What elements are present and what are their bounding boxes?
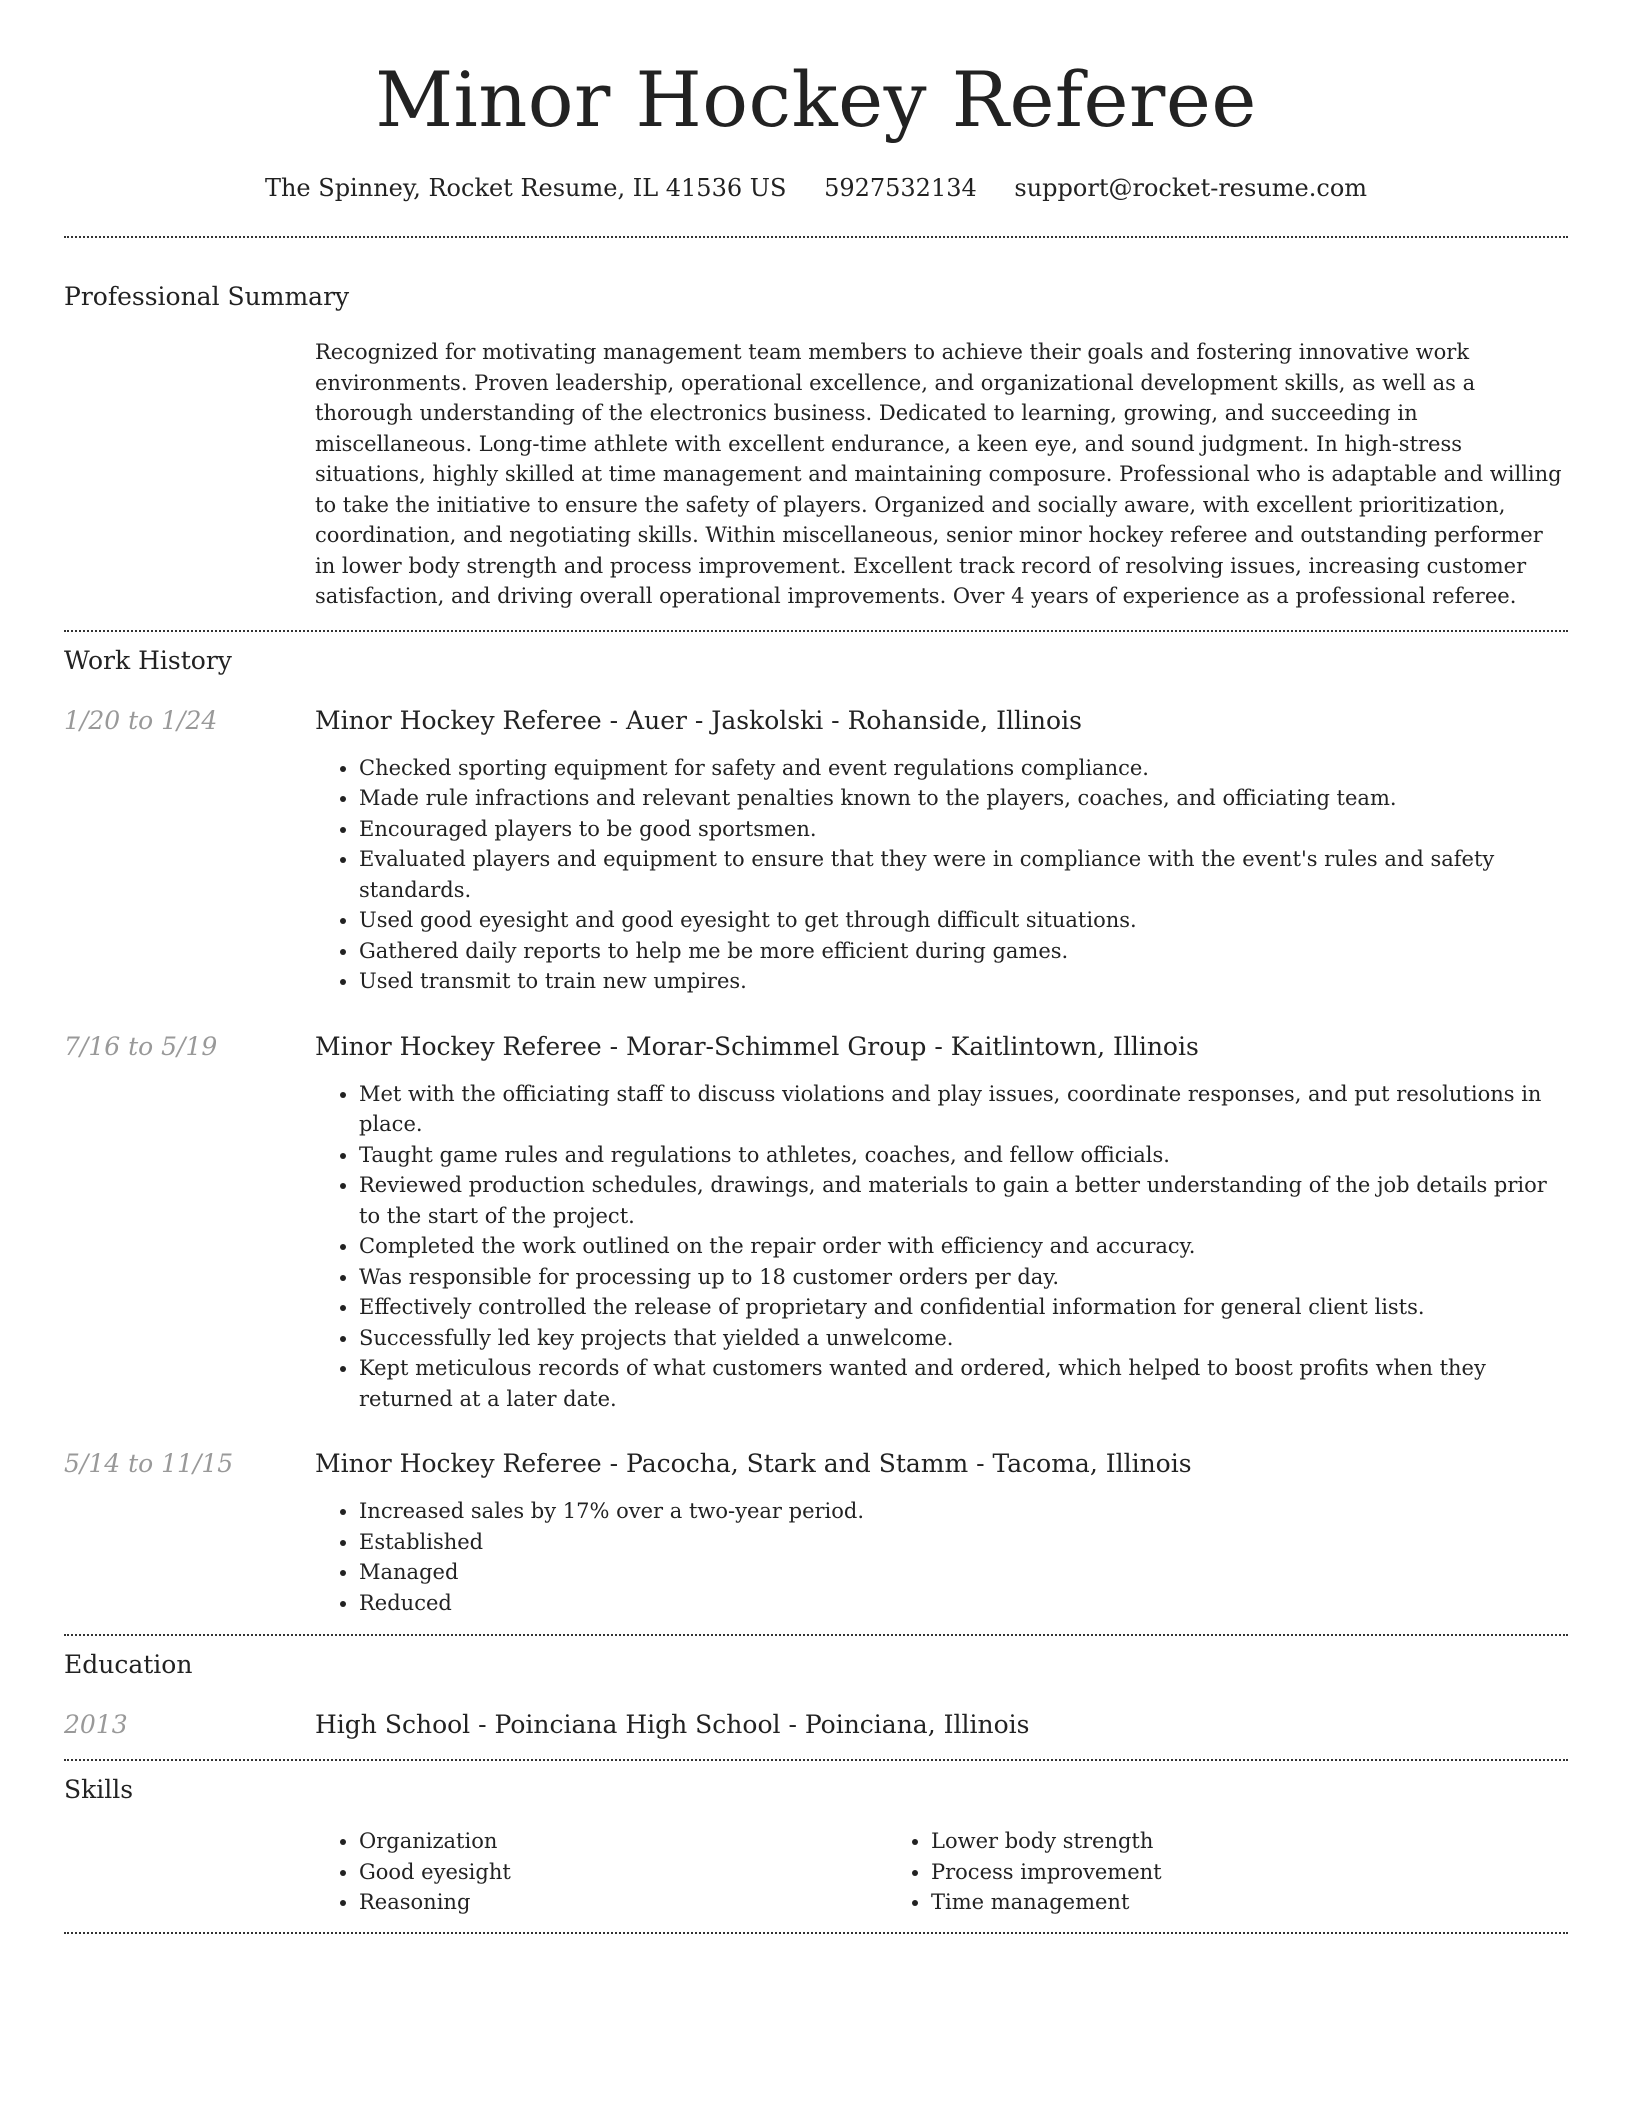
skill-item: • Process improvement [931,1857,1387,1888]
education-year: 2013 [64,1710,128,1739]
list-item: • Reviewed production schedules, drawings, and materials to gain a better understanding of the job details prior to the start of the project. [359,1170,1568,1231]
work-bullets [315,1496,1568,1618]
list-item: • Effectively controlled the release of proprietary and confidential information for general client lists. [359,1292,1568,1323]
work-entry [64,1448,1568,1618]
skills-column-left [315,1826,887,1918]
work-bullets [315,753,1568,997]
divider [64,1759,1568,1761]
work-dates: 5/14 to 11/15 [64,1449,234,1478]
skill-item: • Good eyesight [359,1857,887,1888]
work-heading: Minor Hockey Referee - Pacocha, Stark and Stamm - Tacoma, Illinois [315,1449,1192,1478]
work-entry [64,705,1568,997]
list-item: • Established [359,1527,1568,1558]
work-bullets [315,1079,1568,1415]
list-item: • Used good eyesight and good eyesight to get through difficult situations. [359,905,1568,936]
summary-text: Recognized for motivating management team members to achieve their goals and fostering innovative work environments. Proven leadership, operational excellence, and organizational development skills, as well as a thorough understanding of the electronics business. Dedicated to learning, growing, and succeeding in miscellaneous. Long-time athlete with excellent endurance, a keen eye, and sound judgment. In high-stress situations, highly skilled at time management and maintaining composure. Professional who is adaptable and willing to take the initiative to ensure the safety of players. Organized and socially aware, with excellent prioritization, coordination, and negotiating skills. Within miscellaneous, senior minor hockey referee and outstanding performer in lower body strength and process improvement. Excellent track record of resolving issues, increasing customer satisfaction, and driving overall operational improvements. Over 4 years of experience as a professional referee. [315,340,1562,608]
list-item: • Encouraged players to be good sportsmen. [359,814,1568,845]
skill-item: • Reasoning [359,1887,887,1918]
list-item: • Completed the work outlined on the repair order with efficiency and accuracy. [359,1231,1568,1262]
resume-name: Minor Hockey Referee [375,55,1257,144]
education-heading: High School - Poinciana High School - Poinciana, Illinois [315,1710,1030,1739]
contact-email: support@rocket-resume.com [1014,174,1368,202]
list-item: • Successfully led key projects that yielded a unwelcome. [359,1323,1568,1354]
list-item: • Met with the officiating staff to discuss violations and play issues, coordinate responses, and put resolutions in place. [359,1079,1568,1140]
section-title-work: Work History [64,645,232,675]
list-item: • Checked sporting equipment for safety and event regulations compliance. [359,753,1568,784]
list-item: • Managed [359,1557,1568,1588]
section-title-skills: Skills [64,1775,134,1804]
divider [64,1634,1568,1636]
work-dates: 1/20 to 1/24 [64,705,218,735]
skill-item: • Time management [931,1887,1387,1918]
work-dates: 7/16 to 5/19 [64,1031,218,1061]
list-item: • Reduced [359,1588,1568,1619]
work-heading: Minor Hockey Referee - Morar-Schimmel Group - Kaitlintown, Illinois [315,1031,1199,1061]
skills-grid [315,1826,1568,1918]
list-item: • Increased sales by 17% over a two-year period. [359,1496,1568,1527]
list-item: • Kept meticulous records of what customers wanted and ordered, which helped to boost profits when they returned at a later date. [359,1353,1568,1414]
education-entry [64,1709,1568,1741]
section-title-education: Education [64,1650,193,1679]
list-item: • Evaluated players and equipment to ensure that they were in compliance with the event's rules and safety standards. [359,844,1568,905]
work-heading: Minor Hockey Referee - Auer - Jaskolski - Rohanside, Illinois [315,705,1082,735]
contact-address: The Spinney, Rocket Resume, IL 41536 US [264,174,787,202]
divider [64,1932,1568,1934]
skill-item: • Organization [359,1826,887,1857]
list-item: • Taught game rules and regulations to athletes, coaches, and fellow officials. [359,1140,1568,1171]
contact-line [64,174,1568,202]
contact-phone: 5927532134 [824,174,977,202]
list-item: • Used transmit to train new umpires. [359,966,1568,997]
skills-column-right [887,1826,1387,1918]
skill-item: • Lower body strength [931,1826,1387,1857]
list-item: • Made rule infractions and relevant penalties known to the players, coaches, and officiating team. [359,783,1568,814]
work-entry [64,1031,1568,1415]
list-item: • Was responsible for processing up to 18 customer orders per day. [359,1262,1568,1293]
divider [64,236,1568,238]
section-title-summary: Professional Summary [64,282,350,311]
list-item: • Gathered daily reports to help me be more efficient during games. [359,936,1568,967]
divider [64,630,1568,632]
